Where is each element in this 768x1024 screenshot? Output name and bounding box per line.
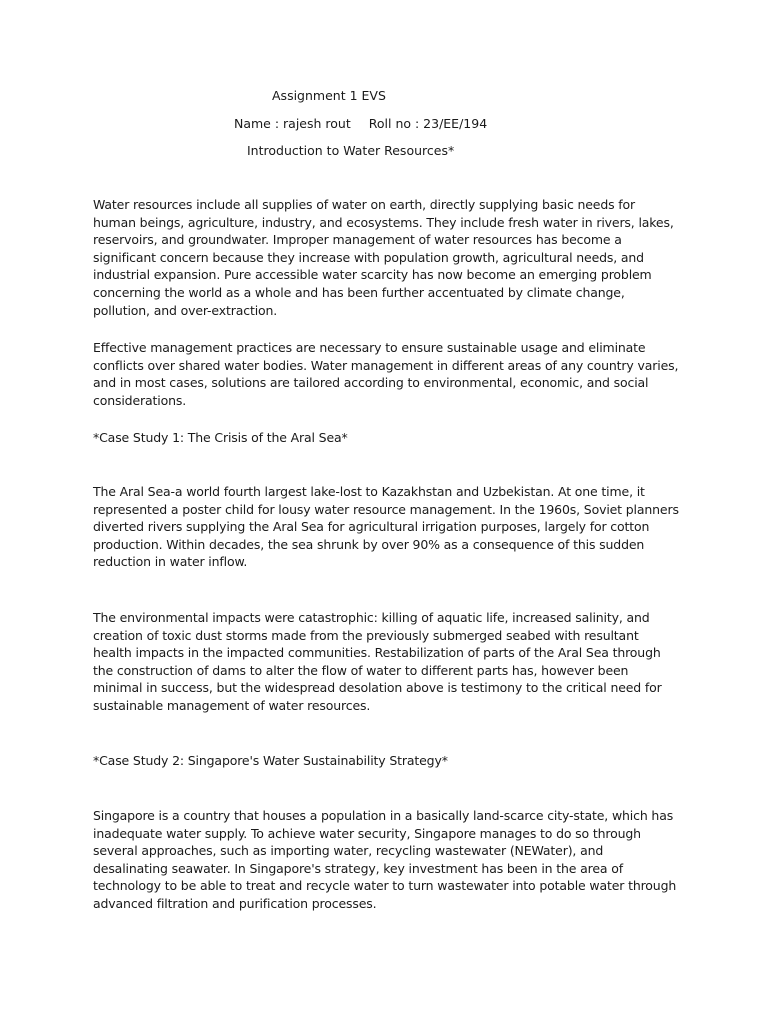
student-name: Name : rajesh rout	[234, 116, 351, 131]
roll-number: Roll no : 23/EE/194	[368, 116, 488, 131]
paragraph-aral-impacts: The environmental impacts were catastrophic: killing of aquatic life, increased salinity, and creation of toxic dust storms made from the previously submerged seabed with resultant health impacts in the impacted communities. Restabilization of parts of the Aral Sea through the construction of dams to alter the flow of water to different parts has, however been minimal in success, but the widespread desolation above is testimony to the critical need for sustainable management of water resources.	[93, 610, 662, 713]
student-info-line	[234, 116, 487, 132]
paragraph-intro: Water resources include all supplies of water on earth, directly supplying basic needs for human beings, agriculture, industry, and ecosystems. They include fresh water in rivers, lakes, reservoirs, and groundwater. Improper management of water resources has become a significant concern because they increase with population growth, agricultural needs, and industrial expansion. Pure accessible water scarcity has now become an emerging problem concerning the world as a whole and has been further accentuated by climate change, pollution, and over-extraction.	[93, 197, 674, 318]
case-study-1-heading: *Case Study 1: The Crisis of the Aral Sea*	[93, 430, 348, 445]
case-study-2-heading: *Case Study 2: Singapore's Water Sustainability Strategy*	[93, 753, 448, 768]
assignment-subject: Introduction to Water Resources*	[247, 143, 455, 158]
assignment-title: Assignment 1 EVS	[272, 88, 386, 103]
paragraph-aral-sea: The Aral Sea-a world fourth largest lake-lost to Kazakhstan and Uzbekistan. At one time, it represented a poster child for lousy water resource management. In the 1960s, Soviet planners diverted rivers supplying the Aral Sea for agricultural irrigation purposes, largely for cotton production. Within decades, the sea shrunk by over 90% as a consequence of this sudden reduction in water inflow.	[93, 484, 679, 570]
paragraph-management: Effective management practices are necessary to ensure sustainable usage and eliminate conflicts over shared water bodies. Water management in different areas of any country varies, and in most cases, solutions are tailored according to environmental, economic, and social considerations.	[93, 340, 679, 408]
paragraph-singapore: Singapore is a country that houses a population in a basically land-scarce city-state, which has inadequate water supply. To achieve water security, Singapore manages to do so through several approaches, such as importing water, recycling wastewater (NEWater), and desalinating seawater. In Singapore's strategy, key investment has been in the area of technology to be able to treat and recycle water to turn wastewater into potable water through advanced filtration and purification processes.	[93, 808, 677, 911]
